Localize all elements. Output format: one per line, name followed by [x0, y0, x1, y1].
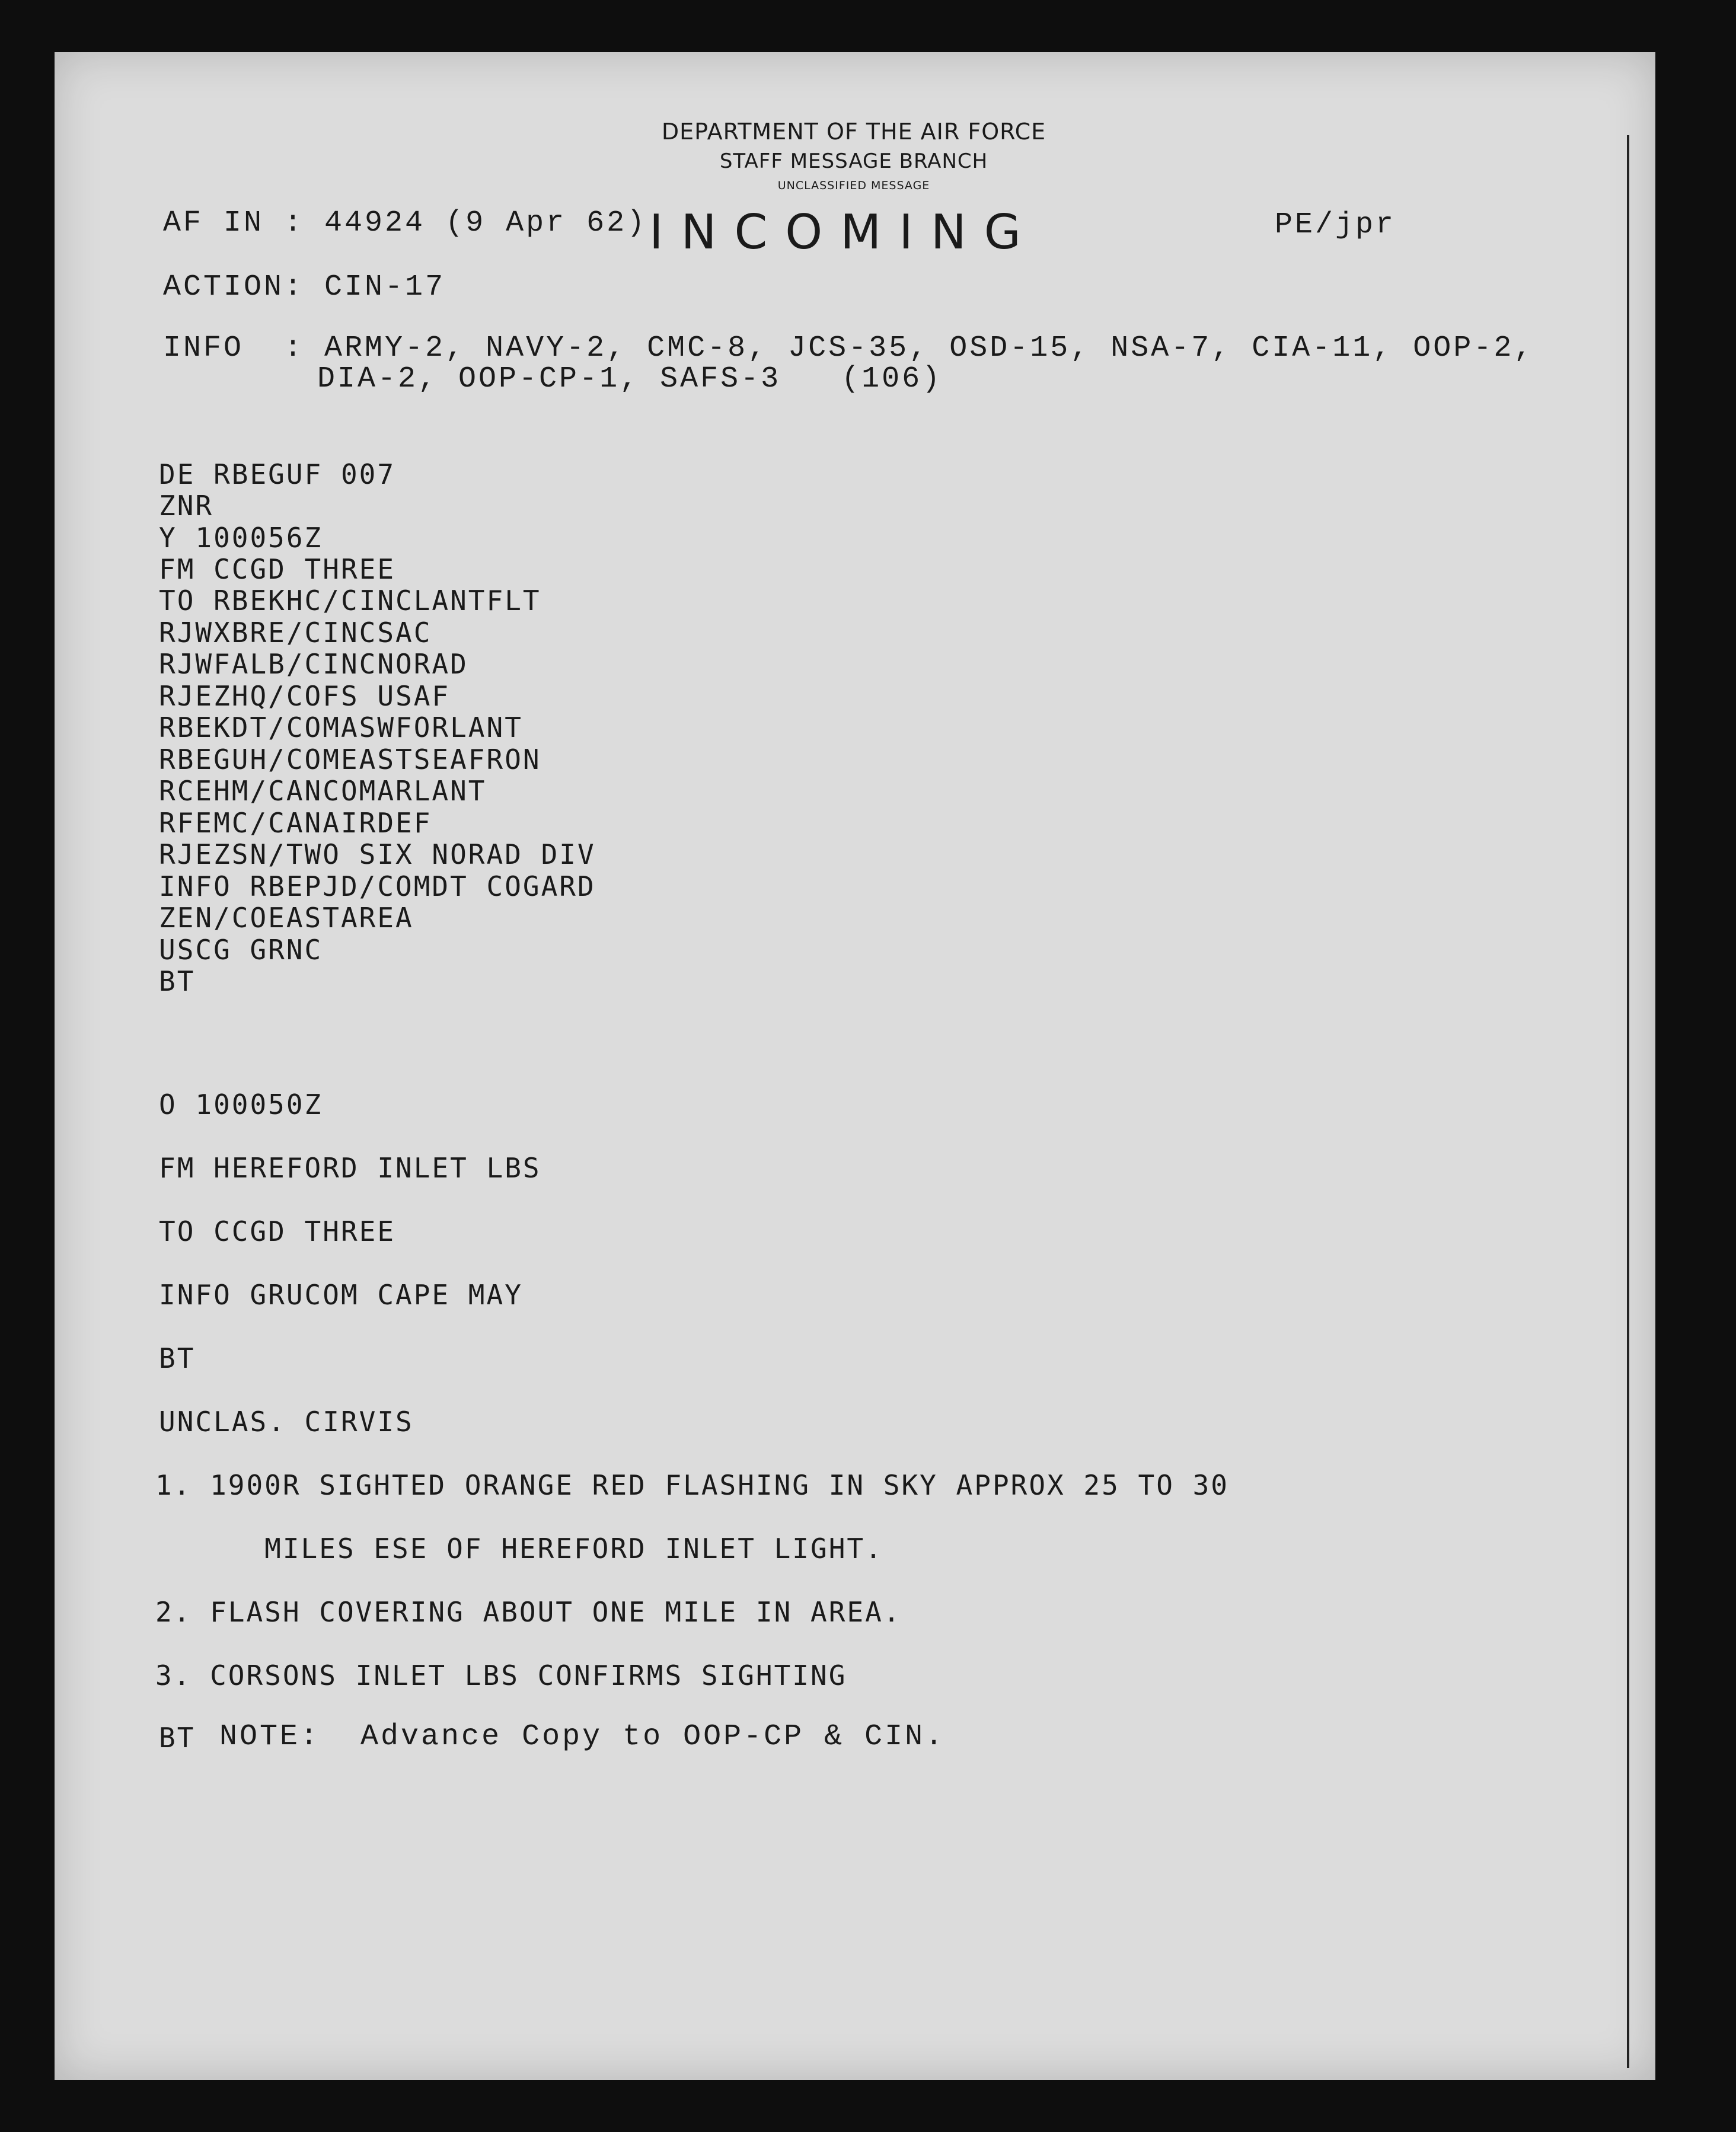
- initials: PE/jpr: [1275, 208, 1396, 242]
- incoming-title: INCOMING: [649, 205, 1039, 260]
- body-line: 1. 1900R SIGHTED ORANGE RED FLASHING IN SKY APPROX 25 TO 30: [155, 1469, 1229, 1501]
- routing-line: ZNR: [159, 490, 214, 522]
- routing-line: FM CCGD THREE: [159, 553, 396, 585]
- routing-line: INFO RBEPJD/COMDT COGARD: [159, 870, 596, 902]
- body-line: MILES ESE OF HEREFORD INLET LIGHT.: [155, 1533, 883, 1565]
- header-department: DEPARTMENT OF THE AIR FORCE: [661, 119, 1046, 145]
- body-line: UNCLAS. CIRVIS: [159, 1406, 414, 1438]
- advance-copy-note: NOTE: Advance Copy to OOP-CP & CIN.: [219, 1720, 946, 1754]
- routing-line: BT: [159, 965, 196, 997]
- routing-line: RJEZSN/TWO SIX NORAD DIV: [159, 838, 596, 870]
- routing-line: Y 100056Z: [159, 522, 323, 554]
- routing-line: USCG GRNC: [159, 934, 323, 966]
- body-line: O 100050Z: [159, 1089, 323, 1121]
- info-line-1: INFO : ARMY-2, NAVY-2, CMC-8, JCS-35, OSD-15, NSA-7, CIA-11, OOP-2,: [163, 331, 1534, 365]
- body-line: 2. FLASH COVERING ABOUT ONE MILE IN AREA.: [155, 1596, 902, 1628]
- routing-line: RBEGUH/COMEASTSEAFRON: [159, 743, 541, 775]
- routing-line: RFEMC/CANAIRDEF: [159, 807, 432, 839]
- page-edge-rule: [1627, 135, 1629, 2068]
- header-branch: STAFF MESSAGE BRANCH: [719, 149, 988, 173]
- routing-line: RJWFALB/CINCNORAD: [159, 648, 468, 680]
- routing-line: RCEHM/CANCOMARLANT: [159, 775, 487, 807]
- af-in-number: AF IN : 44924 (9 Apr 62): [163, 206, 647, 240]
- routing-line: DE RBEGUF 007: [159, 458, 396, 490]
- action-line: ACTION: CIN-17: [163, 270, 446, 304]
- body-line: 3. CORSONS INLET LBS CONFIRMS SIGHTING: [155, 1659, 847, 1691]
- routing-line: ZEN/COEASTAREA: [159, 902, 414, 934]
- body-line: TO CCGD THREE: [159, 1215, 396, 1247]
- body-line: BT: [159, 1342, 196, 1374]
- body-line: INFO GRUCOM CAPE MAY: [159, 1279, 523, 1311]
- routing-line: RJEZHQ/COFS USAF: [159, 680, 451, 712]
- info-line-2: DIA-2, OOP-CP-1, SAFS-3 (106): [317, 362, 943, 396]
- routing-line: RJWXBRE/CINCSAC: [159, 617, 432, 649]
- body-line: BT: [159, 1722, 196, 1754]
- body-line: FM HEREFORD INLET LBS: [159, 1152, 541, 1184]
- routing-line: RBEKDT/COMASWFORLANT: [159, 711, 523, 743]
- routing-line: TO RBEKHC/CINCLANTFLT: [159, 585, 541, 617]
- header-classification: UNCLASSIFIED MESSAGE: [777, 179, 930, 192]
